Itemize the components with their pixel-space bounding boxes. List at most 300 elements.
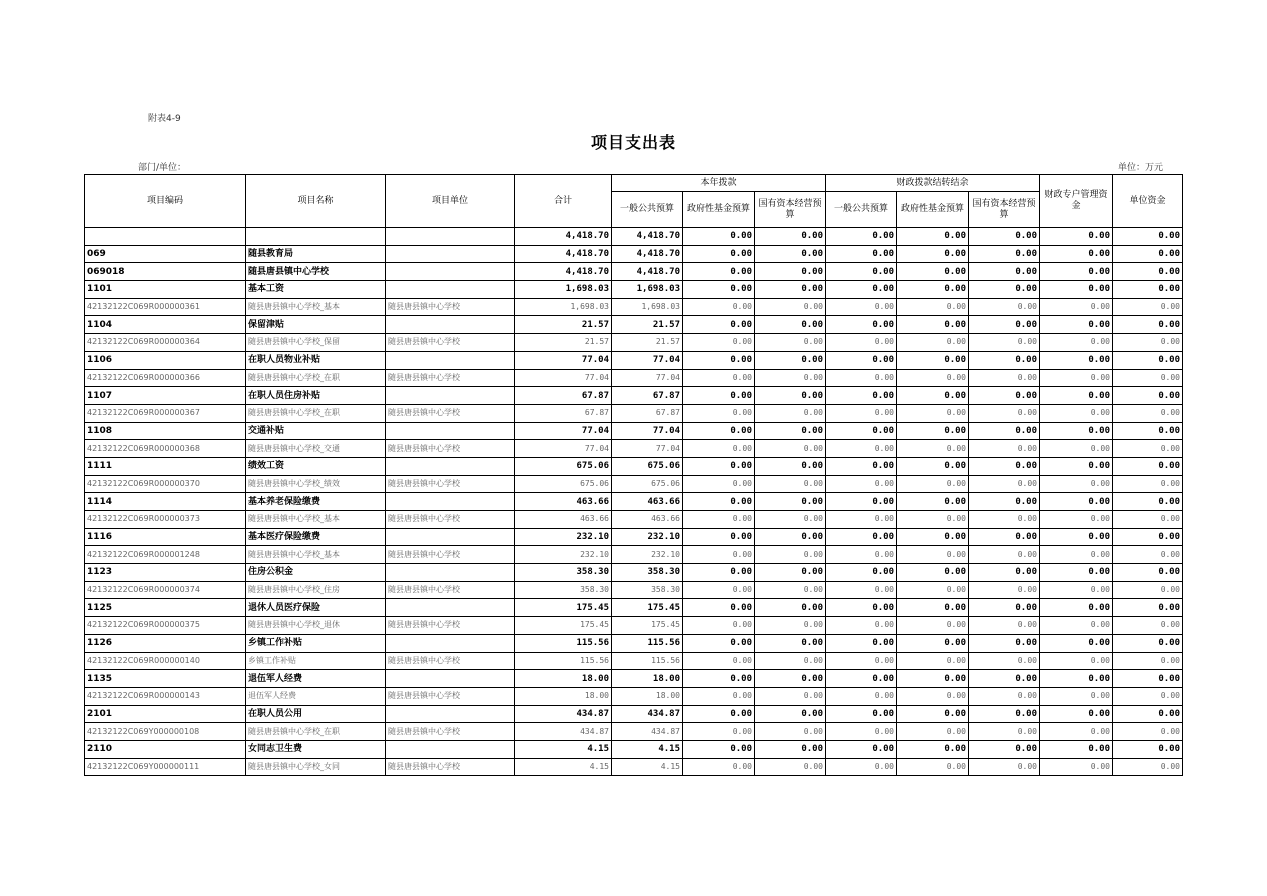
cell-current-general: 115.56	[612, 634, 683, 652]
cell-special: 0.00	[1040, 581, 1113, 599]
cell-current-state-capital: 0.00	[755, 316, 826, 334]
cell-unit	[386, 457, 515, 475]
cell-current-gov-fund: 0.00	[683, 334, 755, 352]
cell-name: 随县唐县镇中心学校_退休	[246, 617, 386, 635]
table-row-detail	[85, 687, 1183, 705]
attachment-note: 附表4-9	[148, 114, 181, 124]
cell-code: 42132122C069R000001248	[85, 546, 246, 564]
cell-carry-gov-fund: 0.00	[897, 670, 969, 688]
cell-carry-general: 0.00	[826, 528, 897, 546]
cell-carry-general: 0.00	[826, 228, 897, 246]
cell-current-general: 434.87	[612, 705, 683, 723]
cell-name: 随县唐县镇中心学校_基本	[246, 298, 386, 316]
cell-carry-gov-fund: 0.00	[897, 387, 969, 405]
cell-own: 0.00	[1113, 440, 1183, 458]
cell-carry-general: 0.00	[826, 263, 897, 281]
cell-total: 434.87	[515, 723, 612, 741]
cell-code: 1123	[85, 564, 246, 582]
cell-carry-general: 0.00	[826, 546, 897, 564]
cell-carry-gov-fund: 0.00	[897, 652, 969, 670]
cell-code: 2110	[85, 740, 246, 758]
cell-own: 0.00	[1113, 316, 1183, 334]
cell-name: 随县唐县镇中心学校_在职	[246, 369, 386, 387]
table-row-detail	[85, 369, 1183, 387]
cell-total: 463.66	[515, 511, 612, 529]
table-row	[85, 564, 1183, 582]
header-total: 合计	[515, 175, 612, 228]
header-carry-general: 一般公共预算	[826, 192, 897, 228]
cell-carry-state-capital: 0.00	[969, 493, 1040, 511]
cell-name: 随县唐县镇中心学校_基本	[246, 511, 386, 529]
header-name: 项目名称	[246, 175, 386, 228]
cell-own: 0.00	[1113, 599, 1183, 617]
table-header	[85, 175, 1183, 228]
cell-carry-state-capital: 0.00	[969, 634, 1040, 652]
cell-carry-general: 0.00	[826, 758, 897, 776]
project-expenditure-table	[84, 174, 1183, 776]
cell-current-state-capital: 0.00	[755, 245, 826, 263]
header-current-general: 一般公共预算	[612, 192, 683, 228]
cell-current-general: 21.57	[612, 334, 683, 352]
cell-carry-gov-fund: 0.00	[897, 687, 969, 705]
cell-carry-general: 0.00	[826, 387, 897, 405]
cell-name: 随县唐县镇中心学校_绩效	[246, 475, 386, 493]
cell-current-gov-fund: 0.00	[683, 351, 755, 369]
cell-unit	[386, 564, 515, 582]
cell-code: 2101	[85, 705, 246, 723]
cell-own: 0.00	[1113, 245, 1183, 263]
cell-carry-gov-fund: 0.00	[897, 564, 969, 582]
cell-current-state-capital: 0.00	[755, 298, 826, 316]
cell-current-state-capital: 0.00	[755, 511, 826, 529]
table-row-detail	[85, 334, 1183, 352]
cell-unit: 随县唐县镇中心学校	[386, 687, 515, 705]
cell-special: 0.00	[1040, 228, 1113, 246]
cell-code: 42132122C069R000000366	[85, 369, 246, 387]
table-row	[85, 228, 1183, 246]
cell-special: 0.00	[1040, 298, 1113, 316]
cell-special: 0.00	[1040, 263, 1113, 281]
cell-own: 0.00	[1113, 263, 1183, 281]
cell-current-gov-fund: 0.00	[683, 369, 755, 387]
table-row	[85, 705, 1183, 723]
cell-unit: 随县唐县镇中心学校	[386, 723, 515, 741]
cell-total: 21.57	[515, 334, 612, 352]
cell-current-gov-fund: 0.00	[683, 581, 755, 599]
cell-current-gov-fund: 0.00	[683, 475, 755, 493]
cell-carry-general: 0.00	[826, 564, 897, 582]
cell-total: 675.06	[515, 475, 612, 493]
cell-name: 女同志卫生费	[246, 740, 386, 758]
cell-special: 0.00	[1040, 404, 1113, 422]
cell-unit	[386, 281, 515, 299]
cell-unit: 随县唐县镇中心学校	[386, 475, 515, 493]
table-row	[85, 351, 1183, 369]
cell-carry-general: 0.00	[826, 475, 897, 493]
cell-total: 77.04	[515, 351, 612, 369]
header-group-carry: 财政拨款结转结余	[826, 175, 1040, 192]
cell-carry-general: 0.00	[826, 245, 897, 263]
cell-carry-gov-fund: 0.00	[897, 440, 969, 458]
cell-current-state-capital: 0.00	[755, 705, 826, 723]
cell-own: 0.00	[1113, 511, 1183, 529]
cell-carry-gov-fund: 0.00	[897, 245, 969, 263]
cell-current-gov-fund: 0.00	[683, 457, 755, 475]
table-row-detail	[85, 440, 1183, 458]
cell-carry-state-capital: 0.00	[969, 281, 1040, 299]
table-row-detail	[85, 617, 1183, 635]
cell-current-general: 463.66	[612, 493, 683, 511]
cell-carry-gov-fund: 0.00	[897, 546, 969, 564]
cell-current-general: 434.87	[612, 723, 683, 741]
cell-carry-general: 0.00	[826, 511, 897, 529]
cell-carry-gov-fund: 0.00	[897, 475, 969, 493]
cell-current-state-capital: 0.00	[755, 369, 826, 387]
cell-total: 4.15	[515, 740, 612, 758]
cell-code: 42132122C069R000000367	[85, 404, 246, 422]
cell-unit: 随县唐县镇中心学校	[386, 758, 515, 776]
cell-current-general: 675.06	[612, 475, 683, 493]
cell-current-gov-fund: 0.00	[683, 599, 755, 617]
cell-name: 住房公积金	[246, 564, 386, 582]
cell-current-gov-fund: 0.00	[683, 316, 755, 334]
cell-current-state-capital: 0.00	[755, 440, 826, 458]
cell-carry-gov-fund: 0.00	[897, 298, 969, 316]
cell-unit	[386, 245, 515, 263]
cell-carry-general: 0.00	[826, 617, 897, 635]
cell-own: 0.00	[1113, 493, 1183, 511]
cell-special: 0.00	[1040, 670, 1113, 688]
cell-special: 0.00	[1040, 599, 1113, 617]
cell-carry-general: 0.00	[826, 599, 897, 617]
cell-total: 18.00	[515, 687, 612, 705]
cell-current-state-capital: 0.00	[755, 617, 826, 635]
cell-code: 1107	[85, 387, 246, 405]
cell-carry-gov-fund: 0.00	[897, 493, 969, 511]
cell-total: 115.56	[515, 652, 612, 670]
cell-current-gov-fund: 0.00	[683, 228, 755, 246]
table-body	[85, 228, 1183, 776]
cell-carry-gov-fund: 0.00	[897, 281, 969, 299]
cell-carry-gov-fund: 0.00	[897, 404, 969, 422]
cell-carry-general: 0.00	[826, 723, 897, 741]
cell-carry-general: 0.00	[826, 740, 897, 758]
cell-carry-gov-fund: 0.00	[897, 581, 969, 599]
cell-current-state-capital: 0.00	[755, 475, 826, 493]
cell-special: 0.00	[1040, 457, 1113, 475]
cell-own: 0.00	[1113, 422, 1183, 440]
cell-unit	[386, 705, 515, 723]
cell-own: 0.00	[1113, 457, 1183, 475]
cell-unit: 随县唐县镇中心学校	[386, 298, 515, 316]
cell-own: 0.00	[1113, 351, 1183, 369]
cell-own: 0.00	[1113, 475, 1183, 493]
cell-current-general: 4.15	[612, 740, 683, 758]
cell-current-general: 77.04	[612, 422, 683, 440]
cell-own: 0.00	[1113, 528, 1183, 546]
cell-code: 42132122C069R000000364	[85, 334, 246, 352]
cell-name: 在职人员住房补贴	[246, 387, 386, 405]
cell-name: 随县唐县镇中心学校_保留	[246, 334, 386, 352]
cell-carry-state-capital: 0.00	[969, 334, 1040, 352]
cell-carry-state-capital: 0.00	[969, 546, 1040, 564]
cell-current-general: 77.04	[612, 351, 683, 369]
table-row-detail	[85, 546, 1183, 564]
cell-current-state-capital: 0.00	[755, 387, 826, 405]
cell-carry-general: 0.00	[826, 351, 897, 369]
cell-unit	[386, 670, 515, 688]
cell-own: 0.00	[1113, 740, 1183, 758]
table-row-detail	[85, 758, 1183, 776]
cell-unit: 随县唐县镇中心学校	[386, 404, 515, 422]
cell-current-gov-fund: 0.00	[683, 758, 755, 776]
cell-code: 42132122C069R000000373	[85, 511, 246, 529]
cell-current-state-capital: 0.00	[755, 546, 826, 564]
cell-carry-general: 0.00	[826, 457, 897, 475]
cell-code: 1108	[85, 422, 246, 440]
cell-unit: 随县唐县镇中心学校	[386, 440, 515, 458]
cell-total: 463.66	[515, 493, 612, 511]
cell-carry-gov-fund: 0.00	[897, 740, 969, 758]
cell-unit	[386, 263, 515, 281]
cell-current-general: 675.06	[612, 457, 683, 475]
cell-current-gov-fund: 0.00	[683, 687, 755, 705]
cell-total: 4,418.70	[515, 263, 612, 281]
cell-carry-state-capital: 0.00	[969, 228, 1040, 246]
cell-special: 0.00	[1040, 245, 1113, 263]
cell-special: 0.00	[1040, 334, 1113, 352]
cell-current-state-capital: 0.00	[755, 351, 826, 369]
cell-special: 0.00	[1040, 511, 1113, 529]
table-row	[85, 263, 1183, 281]
cell-current-gov-fund: 0.00	[683, 564, 755, 582]
table-row	[85, 740, 1183, 758]
cell-unit	[386, 493, 515, 511]
cell-code: 42132122C069R000000370	[85, 475, 246, 493]
cell-code: 1125	[85, 599, 246, 617]
cell-name: 乡镇工作补贴	[246, 652, 386, 670]
cell-special: 0.00	[1040, 493, 1113, 511]
cell-unit: 随县唐县镇中心学校	[386, 652, 515, 670]
header-unit: 项目单位	[386, 175, 515, 228]
cell-total: 232.10	[515, 546, 612, 564]
cell-current-general: 358.30	[612, 564, 683, 582]
cell-current-general: 18.00	[612, 687, 683, 705]
cell-total: 115.56	[515, 634, 612, 652]
cell-name: 基本养老保险缴费	[246, 493, 386, 511]
cell-total: 18.00	[515, 670, 612, 688]
cell-current-general: 115.56	[612, 652, 683, 670]
header-code: 项目编码	[85, 175, 246, 228]
cell-current-state-capital: 0.00	[755, 740, 826, 758]
cell-carry-gov-fund: 0.00	[897, 758, 969, 776]
cell-carry-state-capital: 0.00	[969, 316, 1040, 334]
header-current-gov-fund: 政府性基金预算	[683, 192, 755, 228]
cell-current-state-capital: 0.00	[755, 334, 826, 352]
table-row	[85, 670, 1183, 688]
cell-carry-state-capital: 0.00	[969, 758, 1040, 776]
cell-carry-general: 0.00	[826, 581, 897, 599]
cell-carry-general: 0.00	[826, 316, 897, 334]
cell-total: 4.15	[515, 758, 612, 776]
cell-total: 358.30	[515, 581, 612, 599]
cell-carry-gov-fund: 0.00	[897, 457, 969, 475]
cell-own: 0.00	[1113, 298, 1183, 316]
cell-name: 随县唐县镇中心学校_交通	[246, 440, 386, 458]
cell-own: 0.00	[1113, 228, 1183, 246]
cell-current-gov-fund: 0.00	[683, 723, 755, 741]
cell-carry-state-capital: 0.00	[969, 263, 1040, 281]
cell-carry-state-capital: 0.00	[969, 475, 1040, 493]
cell-unit	[386, 528, 515, 546]
cell-carry-state-capital: 0.00	[969, 723, 1040, 741]
cell-carry-general: 0.00	[826, 334, 897, 352]
cell-current-gov-fund: 0.00	[683, 422, 755, 440]
cell-own: 0.00	[1113, 705, 1183, 723]
table-row	[85, 599, 1183, 617]
cell-current-state-capital: 0.00	[755, 687, 826, 705]
cell-own: 0.00	[1113, 723, 1183, 741]
cell-name: 随县唐县镇中心学校_基本	[246, 546, 386, 564]
cell-total: 1,698.03	[515, 298, 612, 316]
cell-name: 退伍军人经费	[246, 670, 386, 688]
cell-current-state-capital: 0.00	[755, 670, 826, 688]
cell-name: 在职人员公用	[246, 705, 386, 723]
table-row	[85, 422, 1183, 440]
cell-current-general: 175.45	[612, 617, 683, 635]
cell-carry-state-capital: 0.00	[969, 422, 1040, 440]
cell-code: 42132122C069R000000375	[85, 617, 246, 635]
cell-code: 1111	[85, 457, 246, 475]
table-row-detail	[85, 723, 1183, 741]
cell-carry-gov-fund: 0.00	[897, 511, 969, 529]
cell-special: 0.00	[1040, 617, 1113, 635]
header-carry-gov-fund: 政府性基金预算	[897, 192, 969, 228]
cell-current-gov-fund: 0.00	[683, 546, 755, 564]
header-carry-state-capital: 国有资本经营预算	[969, 192, 1040, 228]
cell-special: 0.00	[1040, 758, 1113, 776]
cell-name: 保留津贴	[246, 316, 386, 334]
cell-own: 0.00	[1113, 687, 1183, 705]
cell-current-gov-fund: 0.00	[683, 404, 755, 422]
cell-own: 0.00	[1113, 281, 1183, 299]
table-row-detail	[85, 511, 1183, 529]
cell-current-general: 18.00	[612, 670, 683, 688]
cell-unit: 随县唐县镇中心学校	[386, 546, 515, 564]
cell-code: 1101	[85, 281, 246, 299]
cell-special: 0.00	[1040, 723, 1113, 741]
cell-own: 0.00	[1113, 334, 1183, 352]
cell-name: 随县唐县镇中心学校_女同	[246, 758, 386, 776]
cell-current-state-capital: 0.00	[755, 564, 826, 582]
cell-name: 在职人员物业补贴	[246, 351, 386, 369]
cell-name: 退伍军人经费	[246, 687, 386, 705]
cell-code: 1126	[85, 634, 246, 652]
cell-unit	[386, 599, 515, 617]
cell-current-general: 4,418.70	[612, 245, 683, 263]
header-special: 财政专户管理资金	[1040, 175, 1113, 228]
header-current-state-capital: 国有资本经营预算	[755, 192, 826, 228]
cell-name: 随县唐县镇中心学校_在职	[246, 404, 386, 422]
cell-carry-gov-fund: 0.00	[897, 705, 969, 723]
cell-special: 0.00	[1040, 634, 1113, 652]
cell-own: 0.00	[1113, 634, 1183, 652]
cell-current-state-capital: 0.00	[755, 758, 826, 776]
cell-total: 358.30	[515, 564, 612, 582]
cell-current-gov-fund: 0.00	[683, 634, 755, 652]
cell-current-general: 77.04	[612, 369, 683, 387]
cell-name: 基本医疗保险缴费	[246, 528, 386, 546]
page-title: 项目支出表	[590, 133, 676, 152]
cell-carry-state-capital: 0.00	[969, 245, 1040, 263]
cell-own: 0.00	[1113, 670, 1183, 688]
cell-code: 1114	[85, 493, 246, 511]
cell-carry-state-capital: 0.00	[969, 440, 1040, 458]
cell-current-state-capital: 0.00	[755, 528, 826, 546]
cell-current-gov-fund: 0.00	[683, 440, 755, 458]
cell-carry-state-capital: 0.00	[969, 404, 1040, 422]
cell-current-general: 67.87	[612, 404, 683, 422]
cell-code: 1135	[85, 670, 246, 688]
cell-carry-state-capital: 0.00	[969, 457, 1040, 475]
cell-special: 0.00	[1040, 387, 1113, 405]
cell-carry-state-capital: 0.00	[969, 387, 1040, 405]
table-row-detail	[85, 475, 1183, 493]
cell-current-state-capital: 0.00	[755, 652, 826, 670]
cell-carry-gov-fund: 0.00	[897, 528, 969, 546]
table-row-detail	[85, 652, 1183, 670]
cell-current-gov-fund: 0.00	[683, 263, 755, 281]
cell-code: 1116	[85, 528, 246, 546]
cell-code: 42132122C069Y000000108	[85, 723, 246, 741]
cell-own: 0.00	[1113, 387, 1183, 405]
cell-carry-state-capital: 0.00	[969, 369, 1040, 387]
cell-special: 0.00	[1040, 281, 1113, 299]
cell-current-state-capital: 0.00	[755, 228, 826, 246]
cell-name: 乡镇工作补贴	[246, 634, 386, 652]
cell-unit	[386, 422, 515, 440]
cell-name: 随县唐县镇中心学校	[246, 263, 386, 281]
cell-total: 67.87	[515, 387, 612, 405]
cell-name: 随县唐县镇中心学校_在职	[246, 723, 386, 741]
cell-carry-general: 0.00	[826, 440, 897, 458]
cell-carry-state-capital: 0.00	[969, 687, 1040, 705]
cell-carry-gov-fund: 0.00	[897, 334, 969, 352]
cell-total: 77.04	[515, 440, 612, 458]
cell-carry-state-capital: 0.00	[969, 705, 1040, 723]
cell-code	[85, 228, 246, 246]
cell-current-general: 4.15	[612, 758, 683, 776]
cell-unit	[386, 740, 515, 758]
cell-total: 4,418.70	[515, 245, 612, 263]
cell-current-general: 4,418.70	[612, 263, 683, 281]
cell-special: 0.00	[1040, 705, 1113, 723]
cell-current-gov-fund: 0.00	[683, 617, 755, 635]
cell-carry-state-capital: 0.00	[969, 670, 1040, 688]
cell-unit: 随县唐县镇中心学校	[386, 617, 515, 635]
cell-total: 67.87	[515, 404, 612, 422]
cell-special: 0.00	[1040, 564, 1113, 582]
cell-carry-general: 0.00	[826, 705, 897, 723]
cell-carry-state-capital: 0.00	[969, 581, 1040, 599]
cell-current-general: 1,698.03	[612, 281, 683, 299]
cell-current-gov-fund: 0.00	[683, 652, 755, 670]
cell-unit: 随县唐县镇中心学校	[386, 334, 515, 352]
cell-current-general: 21.57	[612, 316, 683, 334]
cell-carry-gov-fund: 0.00	[897, 599, 969, 617]
cell-current-state-capital: 0.00	[755, 493, 826, 511]
cell-current-gov-fund: 0.00	[683, 245, 755, 263]
